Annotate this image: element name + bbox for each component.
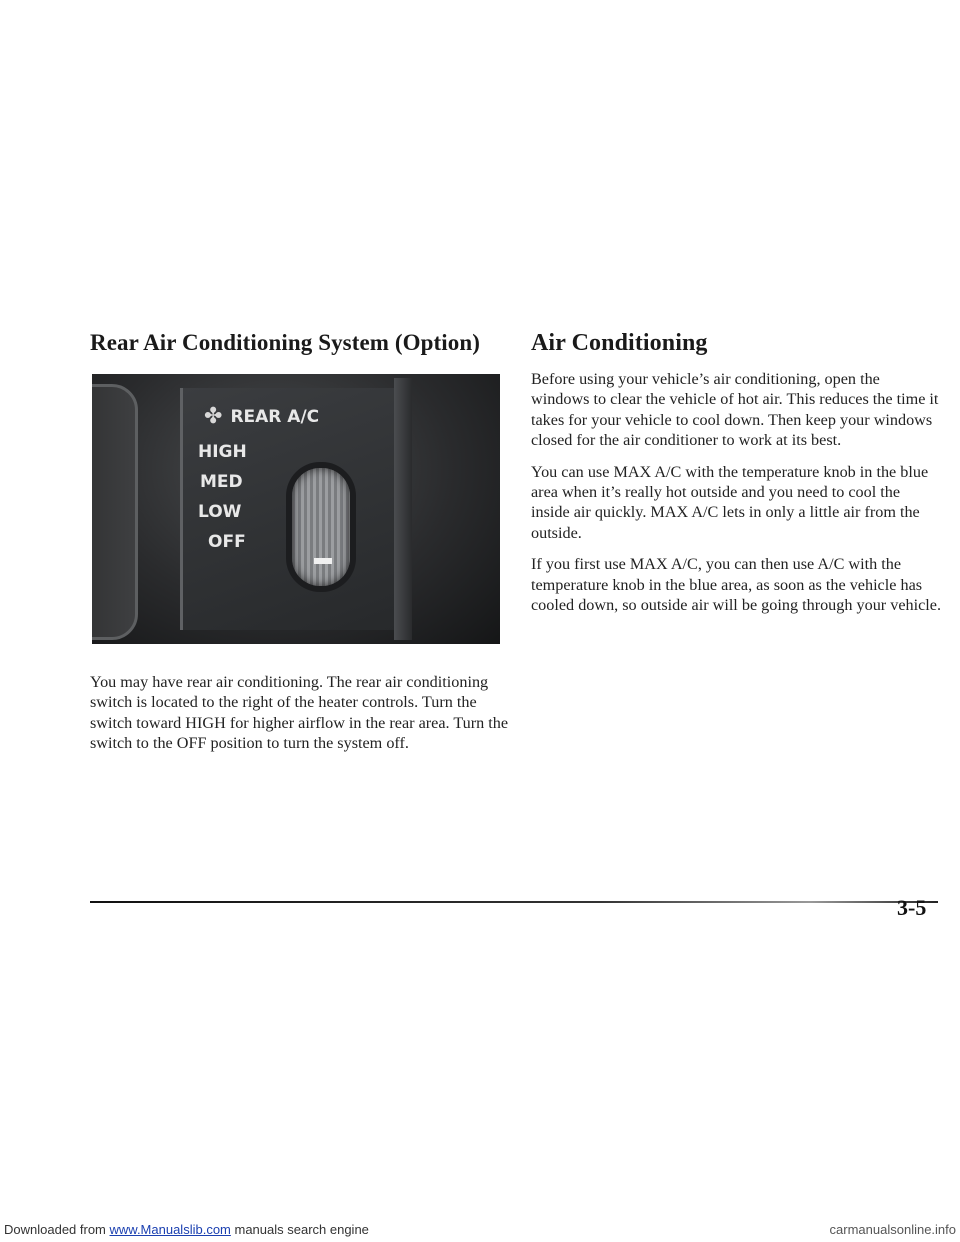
ac-paragraph-2: You can use MAX A/C with the temperature knob in the blue area when it’s really hot outside and you need to cool the inside air quickly. MAX A/C lets in only a little air from the outside.	[531, 462, 929, 542]
knob-indicator-mark	[314, 558, 332, 564]
footer-suffix: manuals search engine	[230, 1222, 369, 1237]
rear-ac-control-photo	[92, 374, 500, 644]
ac-paragraph-3: If you first use MAX A/C, you can then use A/C with the temperature knob in the blue area, as soon as the vehicle has cooled down, so outside air will be going through your vehicle.	[531, 555, 942, 615]
speed-low-label: LOW	[198, 502, 242, 522]
left-column	[90, 330, 510, 765]
watermark-text: carmanualsonline.info	[829, 1222, 956, 1237]
rear-ac-heading: Rear Air Conditioning System (Option)	[90, 330, 481, 355]
fan-icon: ✤	[204, 404, 223, 429]
speed-high-label: HIGH	[198, 442, 247, 462]
speed-off-label: OFF	[208, 532, 246, 552]
photo-right-bezel	[394, 378, 412, 640]
photo-left-bezel	[92, 384, 138, 640]
footer-prefix: Downloaded from	[4, 1222, 110, 1237]
photo-title-row	[204, 404, 319, 429]
photo-panel-title: REAR A/C	[230, 406, 320, 427]
air-conditioning-heading: Air Conditioning	[531, 330, 708, 356]
page-number: 3-5	[897, 895, 927, 920]
speed-med-label: MED	[200, 472, 243, 492]
footer-rule	[90, 901, 938, 903]
manualslib-link[interactable]: www.Manualslib.com	[109, 1222, 231, 1237]
download-footer	[4, 1222, 369, 1237]
ac-paragraph-1: Before using your vehicle’s air conditioning, open the windows to clear the vehicle of hot air. This reduces the time it takes for your vehicle to cool down. Then keep your windows closed for the air conditioner to work at its best.	[531, 370, 939, 450]
fan-speed-knob	[292, 468, 350, 586]
rear-ac-paragraph: You may have rear air conditioning. The rear air conditioning switch is located to the right of the heater controls. Turn the switch toward HIGH for higher airflow in the rear area. Turn the switch to the OFF position to turn the system off.	[90, 673, 509, 753]
right-column	[531, 330, 941, 626]
